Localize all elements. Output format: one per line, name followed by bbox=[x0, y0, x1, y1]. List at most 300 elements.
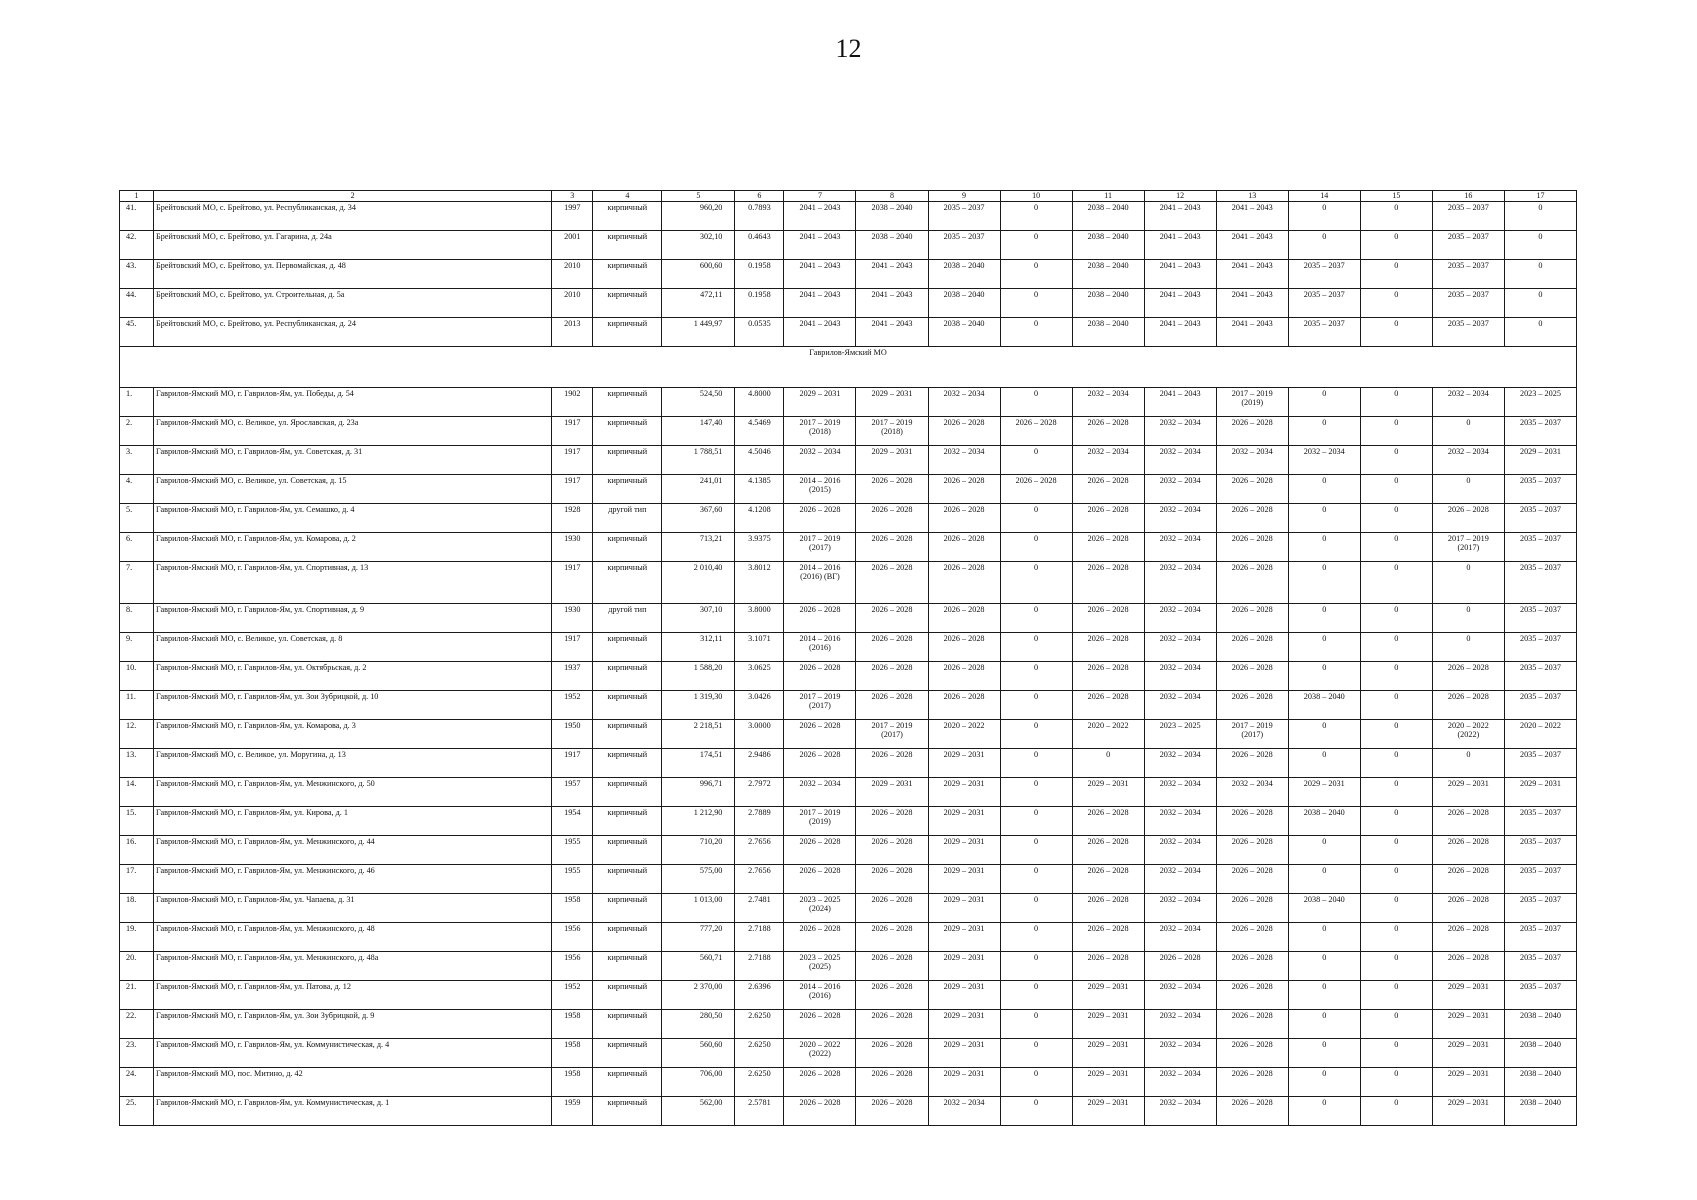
table-row bbox=[120, 289, 1577, 318]
table-row bbox=[120, 533, 1577, 562]
table-row bbox=[120, 749, 1577, 778]
cell-col-1: 3. bbox=[120, 446, 154, 475]
cell-col-2: Гаврилов-Ямский МО, с. Великое, ул. Ярославская, д. 23а bbox=[154, 417, 552, 446]
cell-col-13: 2026 – 2028 bbox=[1216, 1097, 1288, 1126]
cell-col-1: 19. bbox=[120, 923, 154, 952]
cell-col-16: 2029 – 2031 bbox=[1432, 1039, 1504, 1068]
cell-col-2: Гаврилов-Ямский МО, г. Гаврилов-Ям, ул. Менжинского, д. 44 bbox=[154, 836, 552, 865]
cell-col-13: 2026 – 2028 bbox=[1216, 504, 1288, 533]
cell-col-10: 0 bbox=[1000, 720, 1072, 749]
cell-col-11: 2029 – 2031 bbox=[1072, 981, 1144, 1010]
cell-col-4: другой тип bbox=[593, 604, 662, 633]
table-row bbox=[120, 1068, 1577, 1097]
table-row bbox=[120, 504, 1577, 533]
cell-col-16: 2035 – 2037 bbox=[1432, 231, 1504, 260]
cell-col-4: кирпичный bbox=[593, 633, 662, 662]
cell-col-12: 2032 – 2034 bbox=[1144, 604, 1216, 633]
cell-col-5: 174,51 bbox=[662, 749, 735, 778]
cell-col-15: 0 bbox=[1360, 231, 1432, 260]
cell-col-16: 2017 – 2019 (2017) bbox=[1432, 533, 1504, 562]
cell-col-12: 2032 – 2034 bbox=[1144, 836, 1216, 865]
cell-col-7: 2017 – 2019 (2017) bbox=[784, 533, 856, 562]
cell-col-7: 2032 – 2034 bbox=[784, 446, 856, 475]
cell-col-14: 0 bbox=[1288, 1010, 1360, 1039]
cell-col-3: 2001 bbox=[552, 231, 593, 260]
cell-col-14: 0 bbox=[1288, 475, 1360, 504]
cell-col-3: 1958 bbox=[552, 1068, 593, 1097]
cell-col-2: Гаврилов-Ямский МО, г. Гаврилов-Ям, ул. Менжинского, д. 48а bbox=[154, 952, 552, 981]
cell-col-3: 1928 bbox=[552, 504, 593, 533]
cell-col-15: 0 bbox=[1360, 923, 1432, 952]
cell-col-8: 2017 – 2019 (2017) bbox=[856, 720, 928, 749]
cell-col-14: 0 bbox=[1288, 533, 1360, 562]
cell-col-7: 2029 – 2031 bbox=[784, 388, 856, 417]
cell-col-15: 0 bbox=[1360, 604, 1432, 633]
cell-col-16: 0 bbox=[1432, 562, 1504, 604]
cell-col-1: 45. bbox=[120, 318, 154, 347]
cell-col-17: 2035 – 2037 bbox=[1504, 504, 1576, 533]
cell-col-9: 2038 – 2040 bbox=[928, 318, 1000, 347]
cell-col-10: 0 bbox=[1000, 231, 1072, 260]
cell-col-15: 0 bbox=[1360, 952, 1432, 981]
cell-col-3: 1917 bbox=[552, 749, 593, 778]
cell-col-13: 2026 – 2028 bbox=[1216, 923, 1288, 952]
cell-col-14: 0 bbox=[1288, 923, 1360, 952]
table-row bbox=[120, 807, 1577, 836]
cell-col-7: 2026 – 2028 bbox=[784, 836, 856, 865]
cell-col-17: 2029 – 2031 bbox=[1504, 446, 1576, 475]
cell-col-6: 0.0535 bbox=[735, 318, 784, 347]
cell-col-7: 2026 – 2028 bbox=[784, 749, 856, 778]
cell-col-17: 2035 – 2037 bbox=[1504, 562, 1576, 604]
cell-col-1: 7. bbox=[120, 562, 154, 604]
cell-col-3: 1952 bbox=[552, 691, 593, 720]
cell-col-13: 2026 – 2028 bbox=[1216, 894, 1288, 923]
cell-col-10: 0 bbox=[1000, 1039, 1072, 1068]
cell-col-3: 1958 bbox=[552, 1010, 593, 1039]
cell-col-5: 1 788,51 bbox=[662, 446, 735, 475]
cell-col-11: 2032 – 2034 bbox=[1072, 446, 1144, 475]
cell-col-7: 2023 – 2025 (2024) bbox=[784, 894, 856, 923]
cell-col-10: 0 bbox=[1000, 1010, 1072, 1039]
cell-col-11: 2026 – 2028 bbox=[1072, 691, 1144, 720]
table-row bbox=[120, 475, 1577, 504]
cell-col-9: 2032 – 2034 bbox=[928, 1097, 1000, 1126]
cell-col-7: 2017 – 2019 (2018) bbox=[784, 417, 856, 446]
cell-col-3: 1956 bbox=[552, 923, 593, 952]
cell-col-9: 2026 – 2028 bbox=[928, 662, 1000, 691]
cell-col-16: 2026 – 2028 bbox=[1432, 952, 1504, 981]
cell-col-9: 2032 – 2034 bbox=[928, 388, 1000, 417]
cell-col-15: 0 bbox=[1360, 417, 1432, 446]
cell-col-16: 2032 – 2034 bbox=[1432, 388, 1504, 417]
cell-col-3: 1997 bbox=[552, 202, 593, 231]
cell-col-9: 2038 – 2040 bbox=[928, 260, 1000, 289]
cell-col-7: 2026 – 2028 bbox=[784, 662, 856, 691]
capital-repair-table bbox=[119, 190, 1577, 1126]
cell-col-13: 2026 – 2028 bbox=[1216, 865, 1288, 894]
cell-col-12: 2032 – 2034 bbox=[1144, 662, 1216, 691]
cell-col-8: 2026 – 2028 bbox=[856, 662, 928, 691]
cell-col-5: 560,60 bbox=[662, 1039, 735, 1068]
cell-col-10: 0 bbox=[1000, 691, 1072, 720]
cell-col-7: 2017 – 2019 (2019) bbox=[784, 807, 856, 836]
cell-col-17: 2035 – 2037 bbox=[1504, 417, 1576, 446]
cell-col-14: 2038 – 2040 bbox=[1288, 894, 1360, 923]
cell-col-14: 0 bbox=[1288, 1039, 1360, 1068]
cell-col-12: 2032 – 2034 bbox=[1144, 894, 1216, 923]
cell-col-12: 2032 – 2034 bbox=[1144, 475, 1216, 504]
cell-col-10: 0 bbox=[1000, 318, 1072, 347]
cell-col-13: 2026 – 2028 bbox=[1216, 807, 1288, 836]
cell-col-13: 2041 – 2043 bbox=[1216, 289, 1288, 318]
cell-col-5: 713,21 bbox=[662, 533, 735, 562]
cell-col-6: 2.6396 bbox=[735, 981, 784, 1010]
cell-col-1: 22. bbox=[120, 1010, 154, 1039]
cell-col-4: кирпичный bbox=[593, 202, 662, 231]
cell-col-14: 2038 – 2040 bbox=[1288, 807, 1360, 836]
cell-col-13: 2026 – 2028 bbox=[1216, 533, 1288, 562]
table-row bbox=[120, 865, 1577, 894]
cell-col-10: 0 bbox=[1000, 923, 1072, 952]
cell-col-15: 0 bbox=[1360, 289, 1432, 318]
cell-col-6: 2.7972 bbox=[735, 778, 784, 807]
cell-col-13: 2026 – 2028 bbox=[1216, 1068, 1288, 1097]
cell-col-11: 2026 – 2028 bbox=[1072, 807, 1144, 836]
cell-col-15: 0 bbox=[1360, 807, 1432, 836]
column-header-11: 11 bbox=[1072, 191, 1144, 202]
cell-col-2: Гаврилов-Ямский МО, пос. Митино, д. 42 bbox=[154, 1068, 552, 1097]
cell-col-17: 2020 – 2022 bbox=[1504, 720, 1576, 749]
cell-col-9: 2026 – 2028 bbox=[928, 504, 1000, 533]
cell-col-2: Гаврилов-Ямский МО, г. Гаврилов-Ям, ул. Советская, д. 31 bbox=[154, 446, 552, 475]
table-row bbox=[120, 604, 1577, 633]
cell-col-15: 0 bbox=[1360, 894, 1432, 923]
cell-col-4: другой тип bbox=[593, 504, 662, 533]
page-number: 12 bbox=[835, 34, 862, 63]
cell-col-1: 8. bbox=[120, 604, 154, 633]
cell-col-14: 2038 – 2040 bbox=[1288, 691, 1360, 720]
cell-col-7: 2026 – 2028 bbox=[784, 1010, 856, 1039]
cell-col-5: 600,60 bbox=[662, 260, 735, 289]
cell-col-5: 960,20 bbox=[662, 202, 735, 231]
cell-col-17: 2038 – 2040 bbox=[1504, 1039, 1576, 1068]
cell-col-15: 0 bbox=[1360, 1097, 1432, 1126]
column-header-16: 16 bbox=[1432, 191, 1504, 202]
cell-col-9: 2029 – 2031 bbox=[928, 952, 1000, 981]
cell-col-8: 2041 – 2043 bbox=[856, 318, 928, 347]
cell-col-16: 2029 – 2031 bbox=[1432, 981, 1504, 1010]
cell-col-1: 16. bbox=[120, 836, 154, 865]
cell-col-3: 1954 bbox=[552, 807, 593, 836]
cell-col-11: 2026 – 2028 bbox=[1072, 662, 1144, 691]
cell-col-8: 2026 – 2028 bbox=[856, 836, 928, 865]
table-row bbox=[120, 981, 1577, 1010]
cell-col-7: 2041 – 2043 bbox=[784, 202, 856, 231]
cell-col-6: 2.6250 bbox=[735, 1010, 784, 1039]
cell-col-15: 0 bbox=[1360, 1039, 1432, 1068]
cell-col-4: кирпичный bbox=[593, 923, 662, 952]
cell-col-14: 0 bbox=[1288, 1097, 1360, 1126]
cell-col-1: 17. bbox=[120, 865, 154, 894]
cell-col-13: 2026 – 2028 bbox=[1216, 417, 1288, 446]
section-gavrilov bbox=[120, 388, 1577, 1126]
cell-col-12: 2032 – 2034 bbox=[1144, 981, 1216, 1010]
cell-col-17: 2035 – 2037 bbox=[1504, 662, 1576, 691]
table-row bbox=[120, 1039, 1577, 1068]
cell-col-6: 2.7481 bbox=[735, 894, 784, 923]
cell-col-2: Гаврилов-Ямский МО, с. Великое, ул. Советская, д. 8 bbox=[154, 633, 552, 662]
cell-col-13: 2026 – 2028 bbox=[1216, 691, 1288, 720]
table-row bbox=[120, 318, 1577, 347]
cell-col-4: кирпичный bbox=[593, 1039, 662, 1068]
cell-col-9: 2035 – 2037 bbox=[928, 202, 1000, 231]
cell-col-6: 2.5781 bbox=[735, 1097, 784, 1126]
cell-col-11: 2026 – 2028 bbox=[1072, 562, 1144, 604]
cell-col-5: 1 588,20 bbox=[662, 662, 735, 691]
cell-col-14: 0 bbox=[1288, 836, 1360, 865]
cell-col-14: 0 bbox=[1288, 504, 1360, 533]
cell-col-3: 1950 bbox=[552, 720, 593, 749]
cell-col-11: 0 bbox=[1072, 749, 1144, 778]
cell-col-8: 2026 – 2028 bbox=[856, 749, 928, 778]
cell-col-1: 42. bbox=[120, 231, 154, 260]
cell-col-13: 2032 – 2034 bbox=[1216, 778, 1288, 807]
cell-col-12: 2032 – 2034 bbox=[1144, 1010, 1216, 1039]
cell-col-10: 0 bbox=[1000, 952, 1072, 981]
cell-col-12: 2032 – 2034 bbox=[1144, 923, 1216, 952]
cell-col-3: 1955 bbox=[552, 836, 593, 865]
cell-col-5: 241,01 bbox=[662, 475, 735, 504]
cell-col-5: 562,00 bbox=[662, 1097, 735, 1126]
cell-col-5: 302,10 bbox=[662, 231, 735, 260]
cell-col-8: 2041 – 2043 bbox=[856, 260, 928, 289]
cell-col-5: 307,10 bbox=[662, 604, 735, 633]
cell-col-13: 2026 – 2028 bbox=[1216, 1010, 1288, 1039]
cell-col-15: 0 bbox=[1360, 260, 1432, 289]
cell-col-16: 2035 – 2037 bbox=[1432, 289, 1504, 318]
cell-col-2: Гаврилов-Ямский МО, г. Гаврилов-Ям, ул. Комарова, д. 2 bbox=[154, 533, 552, 562]
cell-col-9: 2026 – 2028 bbox=[928, 633, 1000, 662]
cell-col-11: 2029 – 2031 bbox=[1072, 1097, 1144, 1126]
cell-col-8: 2038 – 2040 bbox=[856, 231, 928, 260]
cell-col-7: 2017 – 2019 (2017) bbox=[784, 691, 856, 720]
cell-col-6: 2.7656 bbox=[735, 836, 784, 865]
cell-col-17: 2038 – 2040 bbox=[1504, 1068, 1576, 1097]
cell-col-12: 2032 – 2034 bbox=[1144, 865, 1216, 894]
cell-col-9: 2029 – 2031 bbox=[928, 1068, 1000, 1097]
table-row bbox=[120, 633, 1577, 662]
cell-col-16: 2029 – 2031 bbox=[1432, 1068, 1504, 1097]
cell-col-2: Брейтовский МО, с. Брейтово, ул. Гагарина, д. 24а bbox=[154, 231, 552, 260]
cell-col-17: 2035 – 2037 bbox=[1504, 807, 1576, 836]
table-row bbox=[120, 778, 1577, 807]
cell-col-4: кирпичный bbox=[593, 865, 662, 894]
cell-col-3: 1917 bbox=[552, 417, 593, 446]
table-row bbox=[120, 562, 1577, 604]
cell-col-4: кирпичный bbox=[593, 231, 662, 260]
cell-col-6: 3.1071 bbox=[735, 633, 784, 662]
cell-col-3: 1917 bbox=[552, 562, 593, 604]
cell-col-7: 2026 – 2028 bbox=[784, 604, 856, 633]
cell-col-1: 4. bbox=[120, 475, 154, 504]
cell-col-9: 2029 – 2031 bbox=[928, 923, 1000, 952]
cell-col-17: 2035 – 2037 bbox=[1504, 981, 1576, 1010]
cell-col-6: 2.9486 bbox=[735, 749, 784, 778]
cell-col-9: 2026 – 2028 bbox=[928, 562, 1000, 604]
cell-col-6: 4.1208 bbox=[735, 504, 784, 533]
cell-col-15: 0 bbox=[1360, 865, 1432, 894]
cell-col-15: 0 bbox=[1360, 388, 1432, 417]
cell-col-14: 0 bbox=[1288, 952, 1360, 981]
cell-col-4: кирпичный bbox=[593, 749, 662, 778]
cell-col-8: 2026 – 2028 bbox=[856, 633, 928, 662]
cell-col-10: 0 bbox=[1000, 388, 1072, 417]
cell-col-4: кирпичный bbox=[593, 475, 662, 504]
cell-col-16: 2026 – 2028 bbox=[1432, 836, 1504, 865]
cell-col-5: 2 218,51 bbox=[662, 720, 735, 749]
column-header-8: 8 bbox=[856, 191, 928, 202]
cell-col-2: Гаврилов-Ямский МО, г. Гаврилов-Ям, ул. Кирова, д. 1 bbox=[154, 807, 552, 836]
cell-col-8: 2026 – 2028 bbox=[856, 475, 928, 504]
cell-col-5: 524,50 bbox=[662, 388, 735, 417]
cell-col-2: Гаврилов-Ямский МО, г. Гаврилов-Ям, ул. Спортивная, д. 9 bbox=[154, 604, 552, 633]
cell-col-6: 0.4643 bbox=[735, 231, 784, 260]
cell-col-7: 2014 – 2016 (2016) (ВГ) bbox=[784, 562, 856, 604]
cell-col-15: 0 bbox=[1360, 836, 1432, 865]
cell-col-4: кирпичный bbox=[593, 836, 662, 865]
cell-col-8: 2026 – 2028 bbox=[856, 1010, 928, 1039]
cell-col-12: 2041 – 2043 bbox=[1144, 289, 1216, 318]
table-row bbox=[120, 894, 1577, 923]
cell-col-9: 2029 – 2031 bbox=[928, 1010, 1000, 1039]
cell-col-2: Гаврилов-Ямский МО, г. Гаврилов-Ям, ул. Менжинского, д. 50 bbox=[154, 778, 552, 807]
cell-col-17: 2035 – 2037 bbox=[1504, 475, 1576, 504]
cell-col-17: 2035 – 2037 bbox=[1504, 691, 1576, 720]
cell-col-6: 3.8012 bbox=[735, 562, 784, 604]
cell-col-6: 2.7889 bbox=[735, 807, 784, 836]
cell-col-2: Гаврилов-Ямский МО, г. Гаврилов-Ям, ул. Менжинского, д. 48 bbox=[154, 923, 552, 952]
cell-col-10: 0 bbox=[1000, 836, 1072, 865]
cell-col-2: Гаврилов-Ямский МО, г. Гаврилов-Ям, ул. Спортивная, д. 13 bbox=[154, 562, 552, 604]
cell-col-13: 2017 – 2019 (2019) bbox=[1216, 388, 1288, 417]
cell-col-17: 2035 – 2037 bbox=[1504, 894, 1576, 923]
cell-col-5: 312,11 bbox=[662, 633, 735, 662]
cell-col-4: кирпичный bbox=[593, 807, 662, 836]
cell-col-9: 2020 – 2022 bbox=[928, 720, 1000, 749]
column-header-17: 17 bbox=[1504, 191, 1576, 202]
cell-col-16: 2029 – 2031 bbox=[1432, 778, 1504, 807]
column-header-9: 9 bbox=[928, 191, 1000, 202]
cell-col-3: 1930 bbox=[552, 533, 593, 562]
cell-col-11: 2026 – 2028 bbox=[1072, 633, 1144, 662]
cell-col-8: 2029 – 2031 bbox=[856, 778, 928, 807]
cell-col-9: 2026 – 2028 bbox=[928, 533, 1000, 562]
cell-col-6: 4.8000 bbox=[735, 388, 784, 417]
cell-col-10: 2026 – 2028 bbox=[1000, 475, 1072, 504]
cell-col-9: 2029 – 2031 bbox=[928, 1039, 1000, 1068]
cell-col-9: 2035 – 2037 bbox=[928, 231, 1000, 260]
cell-col-6: 3.9375 bbox=[735, 533, 784, 562]
cell-col-16: 2029 – 2031 bbox=[1432, 1010, 1504, 1039]
cell-col-1: 9. bbox=[120, 633, 154, 662]
cell-col-8: 2026 – 2028 bbox=[856, 533, 928, 562]
cell-col-4: кирпичный bbox=[593, 1097, 662, 1126]
cell-col-14: 2035 – 2037 bbox=[1288, 289, 1360, 318]
table-row bbox=[120, 720, 1577, 749]
cell-col-3: 1958 bbox=[552, 1039, 593, 1068]
cell-col-8: 2026 – 2028 bbox=[856, 807, 928, 836]
cell-col-8: 2029 – 2031 bbox=[856, 446, 928, 475]
cell-col-3: 1917 bbox=[552, 446, 593, 475]
cell-col-9: 2029 – 2031 bbox=[928, 749, 1000, 778]
cell-col-14: 0 bbox=[1288, 720, 1360, 749]
cell-col-4: кирпичный bbox=[593, 318, 662, 347]
cell-col-5: 1 212,90 bbox=[662, 807, 735, 836]
cell-col-2: Гаврилов-Ямский МО, г. Гаврилов-Ям, ул. Победы, д. 54 bbox=[154, 388, 552, 417]
cell-col-7: 2026 – 2028 bbox=[784, 865, 856, 894]
cell-col-4: кирпичный bbox=[593, 417, 662, 446]
cell-col-8: 2026 – 2028 bbox=[856, 691, 928, 720]
cell-col-9: 2029 – 2031 bbox=[928, 894, 1000, 923]
cell-col-17: 0 bbox=[1504, 202, 1576, 231]
cell-col-16: 2035 – 2037 bbox=[1432, 202, 1504, 231]
cell-col-5: 1 449,97 bbox=[662, 318, 735, 347]
cell-col-7: 2041 – 2043 bbox=[784, 231, 856, 260]
cell-col-7: 2041 – 2043 bbox=[784, 260, 856, 289]
cell-col-4: кирпичный bbox=[593, 562, 662, 604]
cell-col-4: кирпичный bbox=[593, 981, 662, 1010]
cell-col-8: 2026 – 2028 bbox=[856, 562, 928, 604]
cell-col-15: 0 bbox=[1360, 749, 1432, 778]
cell-col-11: 2038 – 2040 bbox=[1072, 289, 1144, 318]
cell-col-10: 0 bbox=[1000, 865, 1072, 894]
cell-col-6: 4.1385 bbox=[735, 475, 784, 504]
cell-col-17: 2029 – 2031 bbox=[1504, 778, 1576, 807]
table-row bbox=[120, 662, 1577, 691]
table-row bbox=[120, 388, 1577, 417]
cell-col-1: 2. bbox=[120, 417, 154, 446]
cell-col-12: 2032 – 2034 bbox=[1144, 533, 1216, 562]
cell-col-7: 2026 – 2028 bbox=[784, 1068, 856, 1097]
cell-col-6: 2.6250 bbox=[735, 1068, 784, 1097]
cell-col-15: 0 bbox=[1360, 562, 1432, 604]
cell-col-11: 2038 – 2040 bbox=[1072, 231, 1144, 260]
cell-col-5: 1 013,00 bbox=[662, 894, 735, 923]
cell-col-13: 2026 – 2028 bbox=[1216, 952, 1288, 981]
cell-col-5: 996,71 bbox=[662, 778, 735, 807]
column-header-14: 14 bbox=[1288, 191, 1360, 202]
cell-col-4: кирпичный bbox=[593, 1068, 662, 1097]
cell-col-6: 3.0000 bbox=[735, 720, 784, 749]
cell-col-13: 2041 – 2043 bbox=[1216, 202, 1288, 231]
cell-col-14: 0 bbox=[1288, 981, 1360, 1010]
cell-col-11: 2026 – 2028 bbox=[1072, 475, 1144, 504]
cell-col-3: 1957 bbox=[552, 778, 593, 807]
cell-col-4: кирпичный bbox=[593, 446, 662, 475]
cell-col-12: 2032 – 2034 bbox=[1144, 504, 1216, 533]
cell-col-1: 13. bbox=[120, 749, 154, 778]
cell-col-14: 0 bbox=[1288, 417, 1360, 446]
cell-col-15: 0 bbox=[1360, 720, 1432, 749]
cell-col-10: 0 bbox=[1000, 662, 1072, 691]
cell-col-12: 2041 – 2043 bbox=[1144, 318, 1216, 347]
cell-col-2: Гаврилов-Ямский МО, г. Гаврилов-Ям, ул. Зои Зубрицкой, д. 10 bbox=[154, 691, 552, 720]
cell-col-3: 1917 bbox=[552, 633, 593, 662]
cell-col-2: Гаврилов-Ямский МО, г. Гаврилов-Ям, ул. Зои Зубрицкой, д. 9 bbox=[154, 1010, 552, 1039]
cell-col-7: 2026 – 2028 bbox=[784, 1097, 856, 1126]
cell-col-8: 2026 – 2028 bbox=[856, 923, 928, 952]
